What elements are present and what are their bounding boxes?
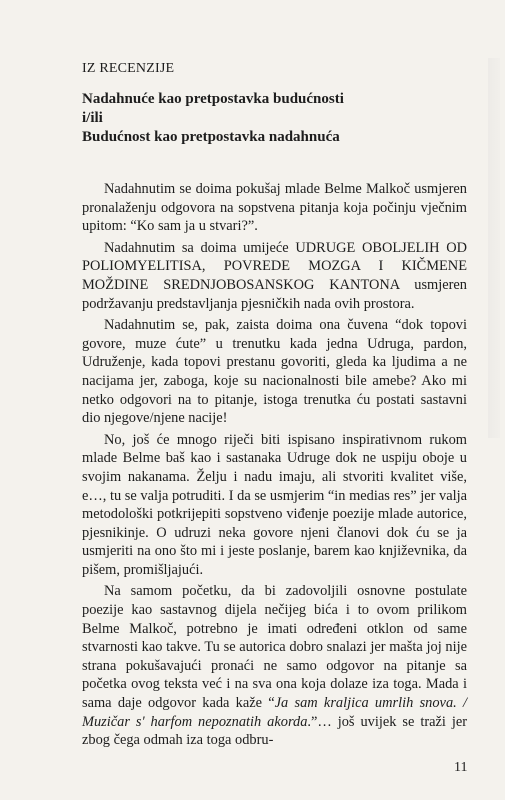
page-number: 11 [454, 760, 468, 775]
poem-quote: Ja sam kraljica umrlih snova. / Muzičar s' harfom nepoznatih akorda [82, 695, 467, 730]
heading-line-1: Nadahnuće kao pretpostavka budućnosti [82, 91, 344, 107]
paragraph: No, još će mnogo riječi biti ispisano inspirativnom rukom mlade Belme baš kao i sastanaka Udruge dok ne uspiju oboje u svojim nakanama. Želju i nadu imaju, ali stvoriti kvalitet više, e…, tu se valja potruditi. I da se usmjerim “in medias res” jer valja metodološki potkrijepiti sopstveno viđenje poezije mlade autorice, pjesnikinje. O udruzi neka govore njeni članovi dok ću se ja usmjeriti na ono što mi i jeste poslanje, barem kao književnika, da pišem, promišljajući. [82, 431, 467, 578]
section-label: IZ RECENZIJE [82, 61, 175, 76]
paragraph: Nadahnutim sa doima umijeće UDRUGE OBOLJELIH OD POLIOMYELITISA, POVREDE MOZGA I KIČMENE MOŽDINE SREDNJOBOSANSKOG KANTONA usmjeren podržavanju predstavljanja pjesničkih nada ovih prostora. [82, 239, 467, 312]
heading-line-2: i/ili [82, 110, 103, 126]
paragraph-tail: .”… još uvijek se traži jer zbog čega odmah iza toga odbru- [82, 713, 468, 749]
paragraph: Nadahnutim se doima pokušaj mlade Belme Malkoč usmjeren pronalaženju odgovora na sopstvena pitanja koja počinju vječnim upitom: “Ko sam ja u stvari?”. [82, 181, 467, 235]
paragraph-text: Na samom početku, da bi zadovoljili osnovne postulate poezije kao sastavnog dijela nečijeg bića i to ovom prilikom Belme Malkoč, potrebno je imati određeni otklon od same stvarnosti kao takve. Tu se autorica dobro snalazi jer mašta joj nije strana pokušavajući pronaći ne samo odgovor na pitanje sa početka ovog teksta već i na sva ona koja dolaze iza toga. Mada i sama daje odgovor kada kaže “ [82, 583, 467, 712]
paragraph-last [82, 582, 467, 749]
body-text [82, 180, 467, 753]
paragraph: Nadahnutim se, pak, zaista doima ona čuvena “dok topovi govore, muze ćute” u trenutku kada jedna Udruga, pardon, Udruženje, kada topovi prestanu govoriti, gleda ka ljudima a ne nacijama jer, zaboga, koje su nacionalnosti bile amebe? Ako mi netko odgovori na to pitanje, istoga trenutka ću postati sastavni dio njegove/njene nacije! [82, 317, 467, 427]
heading-line-3: Budućnost kao pretpostavka nadahnuća [82, 129, 340, 145]
show-through-shadow [488, 58, 500, 438]
